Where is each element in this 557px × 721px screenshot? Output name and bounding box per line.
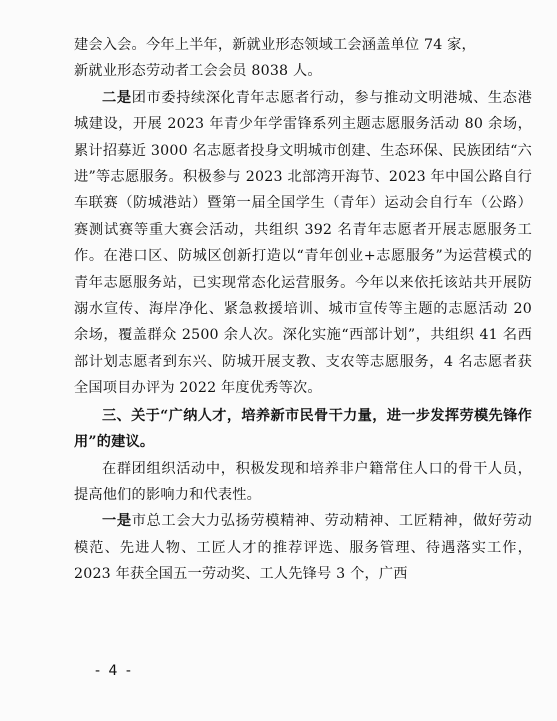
paragraph-1-line-2: 新就业形态劳动者工会会员 8038 人。 — [74, 63, 322, 80]
section-3-heading: 三、关于“广纳人才，培养新市民骨干力量，进一步发挥劳模先锋作用”的建议。 — [74, 407, 532, 451]
paragraph-2-lead: 二是 — [102, 89, 132, 106]
paragraph-4-lead: 一是 — [102, 513, 132, 530]
paragraph-3: 在群团组织活动中，积极发现和培养非户籍常住人口的骨干人员，提高他们的影响力和代表性。 — [74, 460, 532, 503]
paragraph-4 — [74, 508, 532, 587]
paragraph-4-text: 市总工会大力弘扬劳模精神、劳动精神、工匠精神，做好劳动模范、先进人物、工匠人才的推荐评选、服务管理、待遇落实工作，2023 年获全国五一劳动奖、工人先锋号 3 个，广西 — [74, 513, 532, 583]
paragraph-2-text: 团市委持续深化青年志愿者行动，参与推动文明港城、生态港城建设，开展 2023 年青少年学雷锋系列主题志愿服务活动 80 余场，累计招募近 3000 名志愿者投身文明城市创建、生态环保、民族团结“六进”等志愿服务。积极参与 2023 北部湾开海节、2023 年中国公路自行车联赛（防城港站）暨第一届全国学生（青年）运动会自行车（公路）赛测试赛等重大赛会活动，共组织 392 名青年志愿者开展志愿服务工作。在港口区、防城区创新打造以“青年创业+志愿服务”为运营模式的青年志愿服务站，已实现常态化运营服务。今年以来依托该站共开展防溺水宣传、海岸净化、紧急救援培训、城市宣传等主题的志愿活动 20 余场，覆盖群众 2500 余人次。深化实施“西部计划”，共组织 41 名西部计划志愿者到东兴、防城开展支教、支农等志愿服务，4 名志愿者获全国项目办评为 2022 年度优秀等次。 — [74, 89, 532, 397]
document-body — [74, 32, 532, 588]
paragraph-1-line-1: 建会入会。今年上半年，新就业形态领域工会涵盖单位 74 家， — [74, 37, 476, 53]
paragraph-2 — [74, 85, 532, 402]
page-number: - 4 - — [95, 663, 133, 679]
